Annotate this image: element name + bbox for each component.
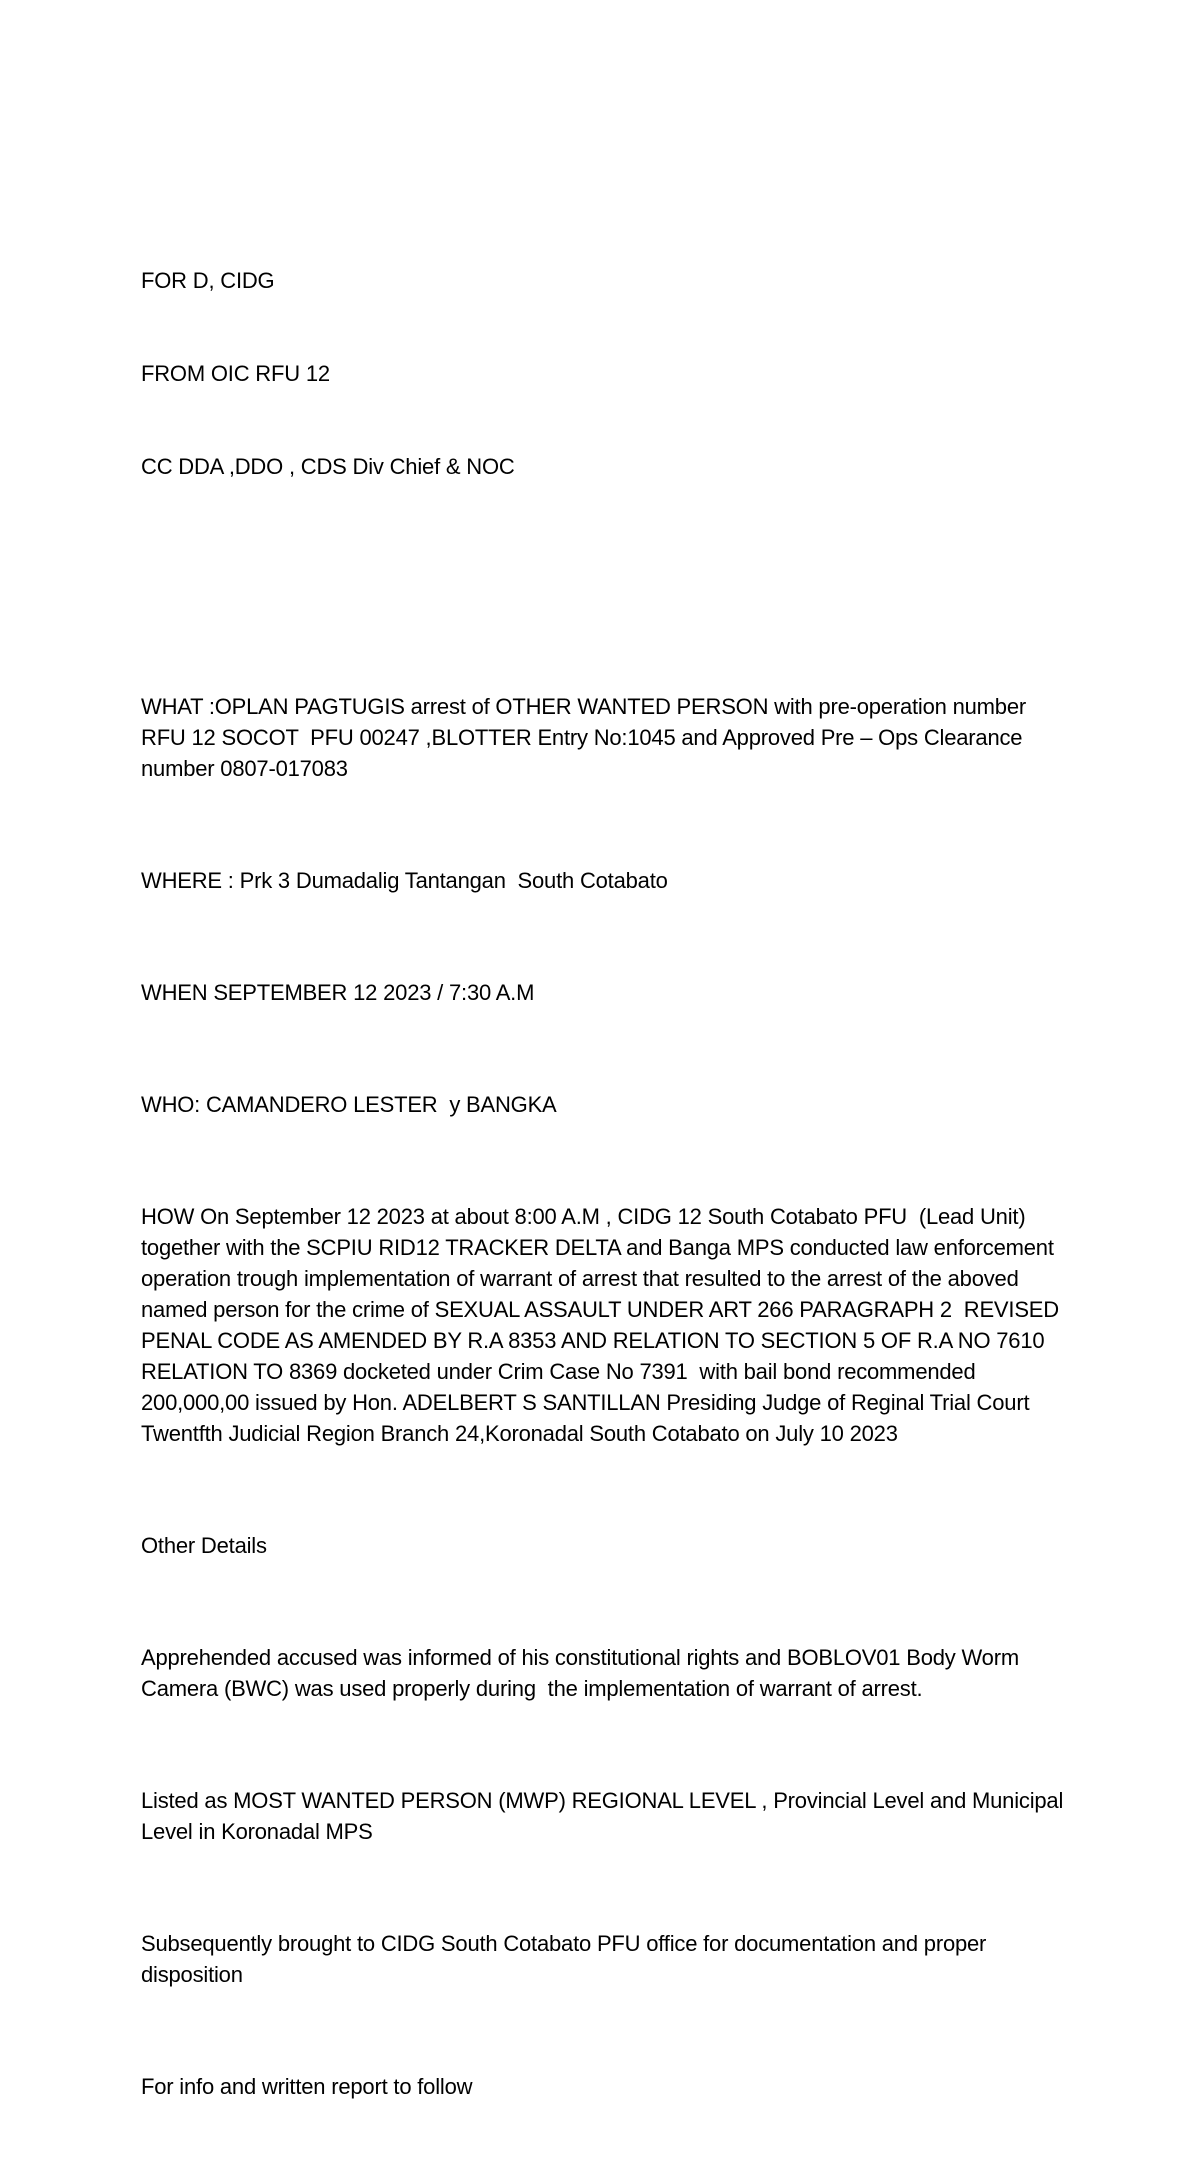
rights-paragraph: Apprehended accused was informed of his constitutional rights and BOBLOV01 Body Worm Camera (BWC) was used properly during the implementation of warrant of arrest. — [141, 1645, 1025, 1701]
cc-line: CC DDA ,DDO , CDS Div Chief & NOC — [141, 454, 515, 479]
other-details-heading: Other Details — [141, 1533, 267, 1558]
document-body — [141, 141, 1071, 2183]
what-paragraph: WHAT :OPLAN PAGTUGIS arrest of OTHER WANTED PERSON with pre-operation number RFU 12 SOCOT PFU 00247 ,BLOTTER Entry No:1045 and Approved Pre – Ops Clearance number 0807-017083 — [141, 694, 1032, 781]
subsequently-paragraph: Subsequently brought to CIDG South Cotabato PFU office for documentation and proper disposition — [141, 1931, 993, 1987]
how-paragraph: HOW On September 12 2023 at about 8:00 A.M , CIDG 12 South Cotabato PFU (Lead Unit) together with the SCPIU RID12 TRACKER DELTA and Banga MPS conducted law enforcement operation trough implementation of warrant of arrest that resulted to the arrest of the aboved named person for the crime of SEXUAL ASSAULT UNDER ART 266 PARAGRAPH 2 REVISED PENAL CODE AS AMENDED BY R.A 8353 AND RELATION TO SECTION 5 OF R.A NO 7610 RELATION TO 8369 docketed under Crim Case No 7391 with bail bond recommended 200,000,00 issued by Hon. ADELBERT S SANTILLAN Presiding Judge of Reginal Trial Court Twentfth Judicial Region Branch 24,Koronadal South Cotabato on July 10 2023 — [141, 1204, 1065, 1446]
for-line: FOR D, CIDG — [141, 268, 275, 293]
when-paragraph: WHEN SEPTEMBER 12 2023 / 7:30 A.M — [141, 980, 535, 1005]
from-line: FROM OIC RFU 12 — [141, 361, 330, 386]
listed-paragraph: Listed as MOST WANTED PERSON (MWP) REGIONAL LEVEL , Provincial Level and Municipal Level in Koronadal MPS — [141, 1788, 1070, 1844]
who-paragraph: WHO: CAMANDERO LESTER y BANGKA — [141, 1092, 557, 1117]
closing-paragraph: For info and written report to follow — [141, 2074, 473, 2099]
memo-header — [141, 203, 1071, 544]
where-paragraph: WHERE : Prk 3 Dumadalig Tantangan South Cotabato — [141, 868, 668, 893]
